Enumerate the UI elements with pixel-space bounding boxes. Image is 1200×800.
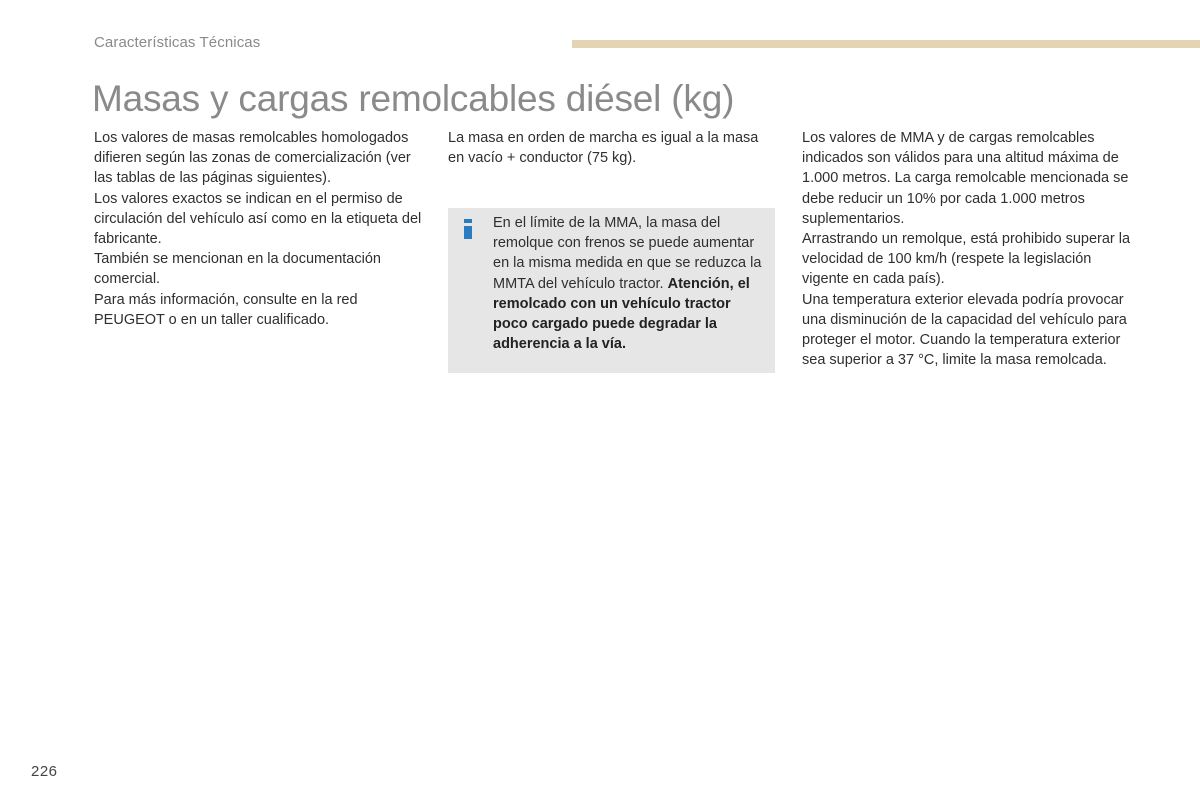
paragraph: Los valores de masas remolcables homologados difieren según las zonas de comercialización (ver las tablas de las páginas siguientes). <box>94 130 411 187</box>
page-number: 226 <box>31 763 58 780</box>
info-icon <box>464 219 472 239</box>
paragraph: Los valores de MMA y de cargas remolcables indicados son válidos para una altitud máxima de 1.000 metros. La carga remolcable mencionada se debe reducir un 10% por cada 1.000 metros suplementarios. <box>802 130 1129 227</box>
column-middle <box>448 128 768 168</box>
paragraph: También se mencionan en la documentación comercial. <box>94 251 381 288</box>
info-text-regular: En el límite de la MMA, la masa del remolque con frenos se puede aumentar en la misma medida en que se reduzca la MMTA del vehículo tractor. <box>493 215 762 292</box>
column-right <box>802 128 1132 370</box>
column-left <box>94 128 424 330</box>
header-rule <box>572 40 1200 48</box>
info-box <box>448 208 775 373</box>
page-title: Masas y cargas remolcables diésel (kg) <box>92 78 735 119</box>
section-label: Características Técnicas <box>94 34 261 51</box>
paragraph: Una temperatura exterior elevada podría provocar una disminución de la capacidad del vehículo para proteger el motor. Cuando la temperatura exterior sea superior a 37 °C, limite la masa remolcada. <box>802 291 1127 369</box>
paragraph: Los valores exactos se indican en el permiso de circulación del vehículo así como en la etiqueta del fabricante. <box>94 190 422 248</box>
info-box-text <box>493 213 769 354</box>
paragraph: Arrastrando un remolque, está prohibido superar la velocidad de 100 km/h (respete la legislación vigente en cada país). <box>802 231 1131 288</box>
paragraph: La masa en orden de marcha es igual a la masa en vacío + conductor (75 kg). <box>448 130 759 167</box>
paragraph: Para más información, consulte en la red PEUGEOT o en un taller cualificado. <box>94 291 358 328</box>
info-text-bold: Atención, el remolcado con un vehículo tractor poco cargado puede degradar la adherencia a la vía. <box>493 275 750 353</box>
